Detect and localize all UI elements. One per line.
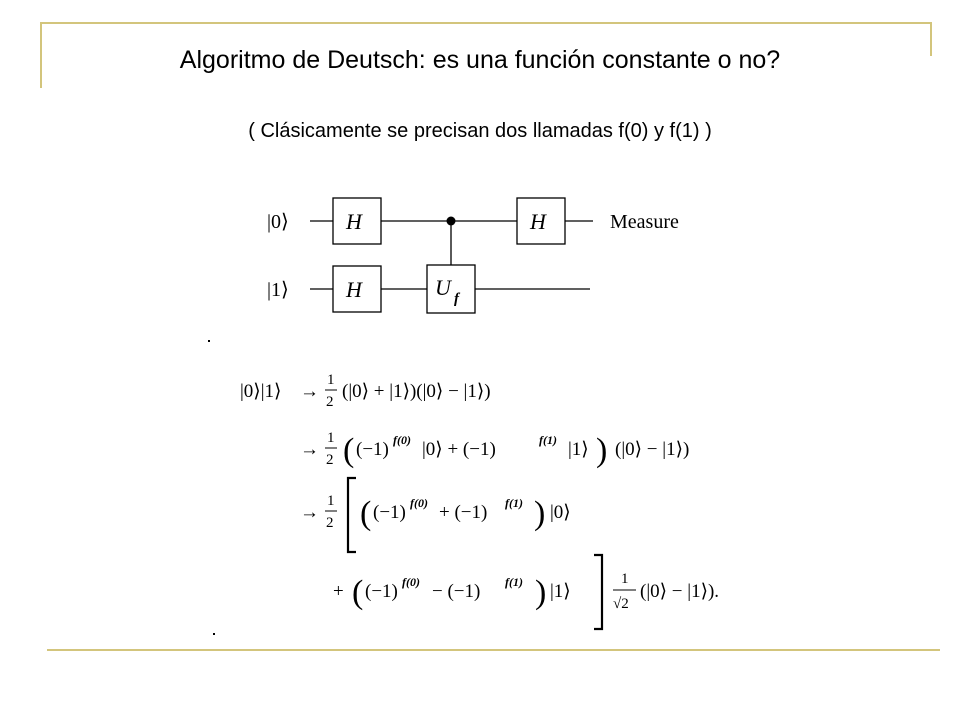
big-bracket-open xyxy=(348,478,356,552)
frame-bottom-line xyxy=(47,649,940,651)
step2-a: (−1) xyxy=(356,439,389,460)
step3-ket: |0⟩ xyxy=(550,502,571,523)
step3-a: (−1) xyxy=(373,502,406,523)
step4-exp1: f(1) xyxy=(505,575,523,589)
step2-c: |1⟩ xyxy=(568,439,589,460)
step1-rest: (|0⟩ + |1⟩)(|0⟩ − |1⟩) xyxy=(342,381,491,402)
big-paren-close-2: ) xyxy=(596,432,608,469)
hadamard-label-final: H xyxy=(530,209,546,234)
sqrt-frac-den: √2 xyxy=(613,596,629,612)
step3-b: + (−1) xyxy=(439,502,488,523)
marker-dot-top xyxy=(208,340,210,342)
qubit-top-label: |0⟩ xyxy=(267,211,289,233)
measure-label: Measure xyxy=(610,211,679,233)
step4-exp0: f(0) xyxy=(402,575,420,589)
step3-exp1: f(1) xyxy=(505,496,523,510)
step4-ket: |1⟩ xyxy=(550,581,571,602)
frac-num-1: 1 xyxy=(327,372,335,388)
control-dot xyxy=(447,217,456,226)
step4-plus: + xyxy=(333,581,344,602)
hadamard-label-bottom: H xyxy=(346,277,362,302)
big-paren-open-4: ( xyxy=(352,574,364,611)
step2-exp0: f(0) xyxy=(393,433,411,447)
big-paren-close-3: ) xyxy=(534,495,546,532)
big-paren-open-2: ( xyxy=(343,432,355,469)
step3-exp0: f(0) xyxy=(410,496,428,510)
step4-tail: (|0⟩ − |1⟩). xyxy=(640,581,720,602)
qubit-bottom-label: |1⟩ xyxy=(267,279,289,301)
slide-title: Algoritmo de Deutsch: es una función constante o no? xyxy=(179,46,781,74)
step4-a: (−1) xyxy=(365,581,398,602)
frac-den-2: 2 xyxy=(326,452,334,468)
initial-state: |0⟩|1⟩ xyxy=(240,381,282,402)
step2-tail: (|0⟩ − |1⟩) xyxy=(615,439,690,460)
hadamard-label-top: H xyxy=(346,209,362,234)
step2-b: |0⟩ + (−1) xyxy=(422,439,496,460)
oracle-label: U xyxy=(435,275,451,300)
frac-num-2: 1 xyxy=(327,430,335,446)
derivation-equation xyxy=(230,360,790,635)
big-bracket-close xyxy=(594,555,602,629)
arrow-3: → xyxy=(300,502,319,523)
arrow-2: → xyxy=(300,439,319,460)
frac-den-1: 2 xyxy=(326,394,334,410)
big-paren-close-4: ) xyxy=(535,574,547,611)
frac-den-3: 2 xyxy=(326,515,334,531)
frac-num-3: 1 xyxy=(327,493,335,509)
frame-top-line xyxy=(40,22,932,24)
step2-exp1: f(1) xyxy=(539,433,557,447)
sqrt-frac-num: 1 xyxy=(621,571,629,587)
arrow-1: → xyxy=(300,381,319,402)
big-paren-open-3: ( xyxy=(360,495,372,532)
slide-subtitle: ( Clásicamente se precisan dos llamadas f(0) y f(1) ) xyxy=(248,120,712,142)
step4-b: − (−1) xyxy=(432,581,481,602)
oracle-subscript: f xyxy=(454,291,459,307)
quantum-circuit xyxy=(255,185,725,325)
marker-dot-bottom xyxy=(213,633,215,635)
